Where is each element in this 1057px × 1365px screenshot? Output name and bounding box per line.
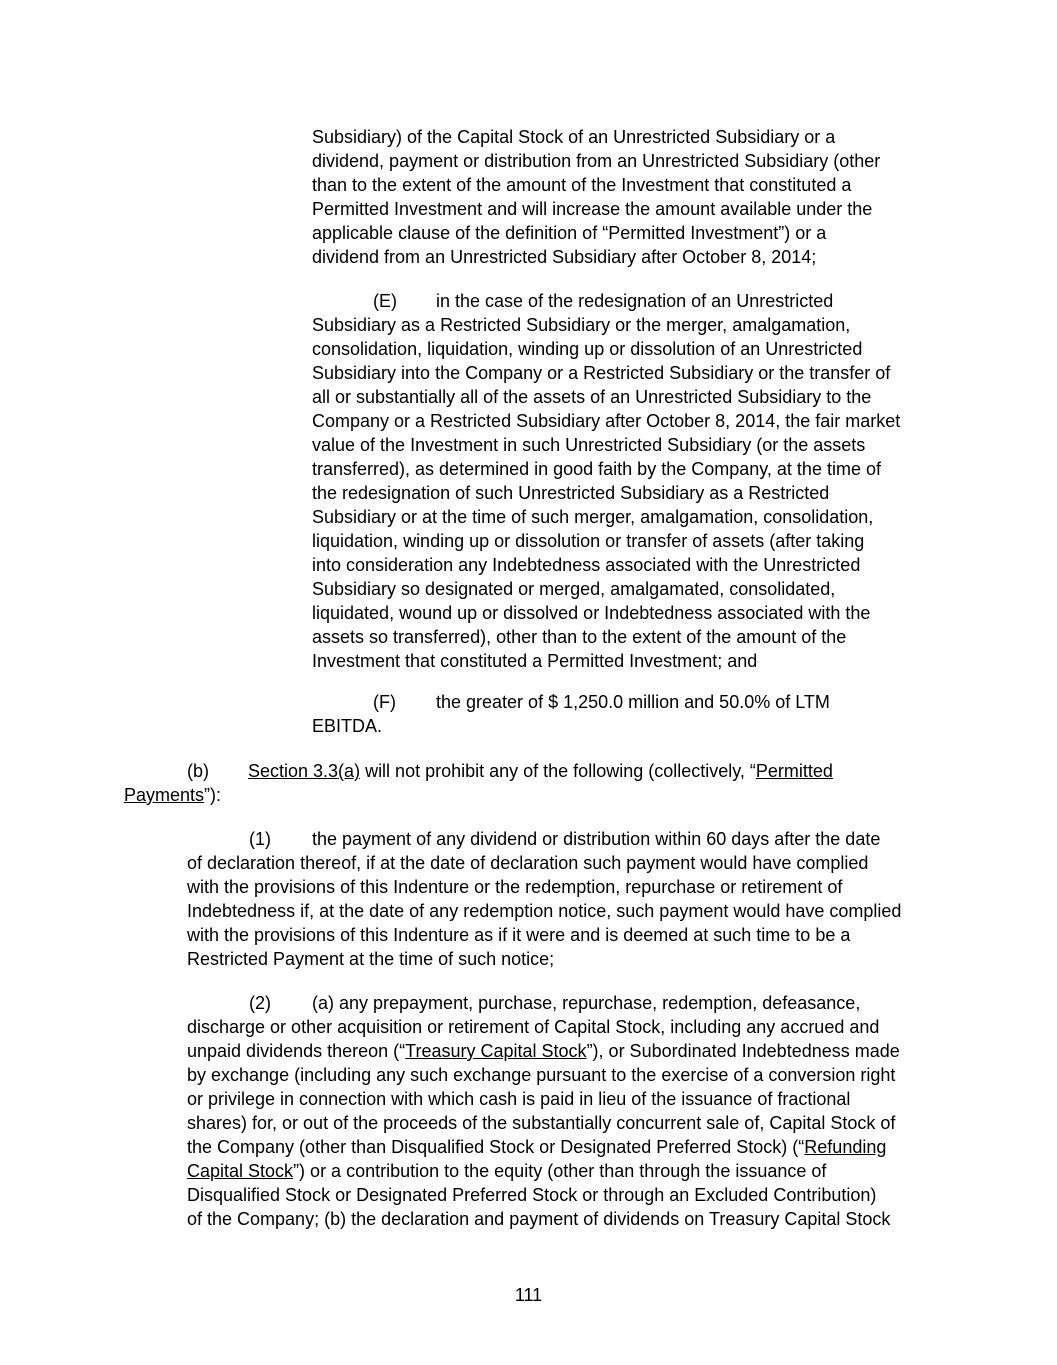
- clause-e-first-line: [312, 289, 900, 313]
- item-2-lead-text: (a) any prepayment, purchase, repurchase, redemption, defeasance,: [312, 993, 861, 1013]
- defined-term-treasury-capital-stock: Treasury Capital Stock: [405, 1041, 587, 1061]
- text-line: Subsidiary so designated or merged, amalgamated, consolidated,: [312, 579, 836, 599]
- text-line: value of the Investment in such Unrestricted Subsidiary (or the assets: [312, 435, 866, 455]
- text-line: Subsidiary into the Company or a Restricted Subsidiary or the transfer of: [312, 363, 891, 383]
- text-line: of the Company; (b) the declaration and payment of dividends on Treasury Capital Stock: [187, 1209, 891, 1229]
- section-b-first-line: [124, 759, 833, 783]
- defined-term-refunding: Refunding: [804, 1137, 887, 1157]
- item-1-first-line: [187, 827, 901, 851]
- item-1-label: (1): [249, 829, 271, 849]
- text-fragment: unpaid dividends thereon (“: [187, 1041, 406, 1061]
- text-line: Permitted Investment and will increase the amount available under the: [312, 199, 873, 219]
- text-line: or privilege in connection with which cash is paid in lieu of the issuance of fractional: [187, 1089, 851, 1109]
- text-line: assets so transferred), other than to the extent of the amount of the: [312, 627, 847, 647]
- section-b: [124, 759, 833, 807]
- clause-d-continuation: [312, 125, 880, 269]
- text-line: dividend from an Unrestricted Subsidiary after October 8, 2014;: [312, 247, 817, 267]
- text-fragment: ”), or Subordinated Indebtedness made: [586, 1041, 900, 1061]
- text-line: EBITDA.: [312, 716, 383, 736]
- text-line: with the provisions of this Indenture as if it were and is deemed at such time to be a: [187, 925, 851, 945]
- text-fragment: the Company (other than Disqualified Stock or Designated Preferred Stock) (“: [187, 1137, 805, 1157]
- section-reference-link[interactable]: Section 3.3(a): [248, 761, 361, 781]
- text-line: Company or a Restricted Subsidiary after October 8, 2014, the fair market: [312, 411, 901, 431]
- text-line: into consideration any Indebtedness associated with the Unrestricted: [312, 555, 861, 575]
- text-line: than to the extent of the amount of the Investment that constituted a: [312, 175, 852, 195]
- text-line: with the provisions of this Indenture or the redemption, repurchase or retirement of: [187, 877, 843, 897]
- defined-term-payments: Payments: [124, 785, 205, 805]
- section-b-label: (b): [187, 761, 209, 781]
- item-1-lead-text: the payment of any dividend or distribution within 60 days after the date: [312, 829, 881, 849]
- text-line: Subsidiary as a Restricted Subsidiary or the merger, amalgamation,: [312, 315, 851, 335]
- section-b-second-line: [124, 783, 833, 807]
- text-line: applicable clause of the definition of “Permitted Investment”) or a: [312, 223, 827, 243]
- text-line: by exchange (including any such exchange pursuant to the exercise of a conversion right: [187, 1065, 896, 1085]
- text-line: Restricted Payment at the time of such notice;: [187, 949, 555, 969]
- item-2-label: (2): [249, 993, 271, 1013]
- text-line: liquidation, winding up or dissolution or transfer of assets (after taking: [312, 531, 865, 551]
- text-line: Disqualified Stock or Designated Preferred Stock or through an Excluded Contribution): [187, 1185, 877, 1205]
- clause-e-lead-text: in the case of the redesignation of an Unrestricted: [436, 291, 834, 311]
- defined-term-capital-stock: Capital Stock: [187, 1161, 294, 1181]
- clause-e-label: (E): [373, 291, 397, 311]
- text-line: of declaration thereof, if at the date of declaration such payment would have complied: [187, 853, 869, 873]
- text-line: all or substantially all of the assets of an Unrestricted Subsidiary to the: [312, 387, 872, 407]
- clause-f-lead-text: the greater of $ 1,250.0 million and 50.0% of LTM: [436, 692, 830, 712]
- text-line: Subsidiary or at the time of such merger, amalgamation, consolidation,: [312, 507, 874, 527]
- text-line: discharge or other acquisition or retirement of Capital Stock, including any accrued and: [187, 1017, 880, 1037]
- text-fragment: ”) or a contribution to the equity (other than through the issuance of: [293, 1161, 827, 1181]
- text-line: [187, 1159, 900, 1183]
- text-line: dividend, payment or distribution from an Unrestricted Subsidiary (other: [312, 151, 881, 171]
- clause-f: [312, 690, 830, 738]
- clause-f-first-line: [312, 690, 830, 714]
- section-b-text: will not prohibit any of the following (collectively, “: [360, 761, 756, 781]
- text-line: Subsidiary) of the Capital Stock of an Unrestricted Subsidiary or a: [312, 127, 836, 147]
- text-line: liquidated, wound up or dissolved or Indebtedness associated with the: [312, 603, 871, 623]
- defined-term-permitted: Permitted: [755, 761, 833, 781]
- section-b-closing: ”):: [204, 785, 222, 805]
- text-line: consolidation, liquidation, winding up or dissolution of an Unrestricted: [312, 339, 863, 359]
- text-line: Indebtedness if, at the date of any redemption notice, such payment would have complied: [187, 901, 902, 921]
- item-1: [187, 827, 901, 971]
- text-line: the redesignation of such Unrestricted Subsidiary as a Restricted: [312, 483, 830, 503]
- text-line: [187, 1039, 900, 1063]
- text-line: shares) for, or out of the proceeds of the substantially concurrent sale of, Capital Stock of: [187, 1113, 896, 1133]
- item-2-first-line: [187, 991, 900, 1015]
- text-line: transferred), as determined in good faith by the Company, at the time of: [312, 459, 881, 479]
- text-line: [187, 1135, 900, 1159]
- item-2: [187, 991, 900, 1231]
- text-line: Investment that constituted a Permitted Investment; and: [312, 651, 758, 671]
- page-number: 111: [514, 1285, 543, 1305]
- clause-f-label: (F): [373, 692, 396, 712]
- clause-e: [312, 289, 900, 673]
